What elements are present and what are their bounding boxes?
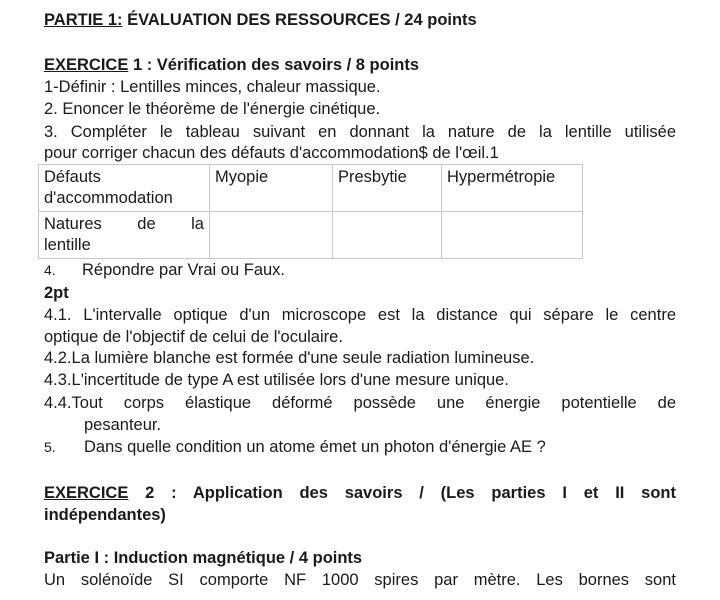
- exercise1-title: 1 : Vérification des savoirs / 8 points: [128, 56, 420, 74]
- table-row-label: [39, 212, 210, 259]
- question-4-2-text: La lumière blanche est formée d'une seule radiation lumineuse.: [71, 349, 535, 367]
- table-empty-cell: [210, 212, 333, 259]
- accommodation-table: [38, 164, 583, 259]
- question-5: [44, 437, 676, 458]
- question-4-text: Répondre par Vrai ou Faux.: [82, 261, 286, 279]
- table-empty-cell: [333, 212, 442, 259]
- exercise1-label: EXERCICE: [44, 56, 129, 74]
- question-4-1-line2: optique de l'objectif de celui de l'oculaire.: [44, 328, 343, 346]
- question-4-4-line2: pesanteur.: [84, 416, 162, 434]
- row-label-word: la: [191, 215, 204, 233]
- part-label: PARTIE 1:: [44, 11, 123, 29]
- exercise1-heading: [44, 55, 676, 76]
- question-4-4: [44, 393, 676, 414]
- question-4-4-number: 4.4.: [44, 394, 72, 412]
- exercise2-text-line1: Un solénoïde SI comporte NF 1000 spires par mètre. Les bornes sont: [44, 571, 676, 589]
- question-3-line2: pour corriger chacun des défauts d'accommodation$ de l'œil.1: [44, 144, 499, 162]
- question-5-text: Dans quelle condition un atome émet un photon d'énergie AE ?: [84, 438, 546, 456]
- table-header-cell: Presbytie: [333, 165, 442, 212]
- question-5-number: 5.: [44, 439, 56, 455]
- table-row: [39, 212, 583, 259]
- question-2: 2. Enoncer le théorème de l'énergie cinétique.: [44, 100, 381, 118]
- part-heading: [44, 10, 676, 31]
- points-label: 2pt: [44, 284, 69, 302]
- row-label-word: de: [137, 215, 156, 233]
- question-4-4-text: Tout corps élastique déformé possède une énergie potentielle de: [71, 394, 676, 412]
- question-4: [44, 260, 676, 281]
- question-4-2: [44, 348, 676, 369]
- partie-I-heading: Partie I : Induction magnétique / 4 points: [44, 549, 363, 567]
- exercise2-heading-line2: indépendantes): [44, 506, 166, 524]
- table-header-cell: Défauts d'accommodation: [39, 165, 210, 212]
- question-4-3-text: L'incertitude de type A est utilisée lors d'une mesure unique.: [71, 371, 509, 389]
- question-1: 1-Définir : Lentilles minces, chaleur massique.: [44, 78, 381, 96]
- exercise2-title: 2 : Application des savoirs / (Les parties I et II sont: [128, 484, 676, 502]
- row-label-word: lentille: [44, 236, 91, 254]
- question-4-number: 4.: [44, 262, 56, 278]
- question-3-line1: 3. Compléter le tableau suivant en donnant la nature de la lentille utilisée: [44, 123, 676, 141]
- question-4-3: [44, 370, 676, 391]
- row-label-word: Natures: [44, 215, 102, 233]
- table-header-cell: Myopie: [210, 165, 333, 212]
- question-4-2-number: 4.2.: [44, 349, 72, 367]
- table-header-cell: Hypermétropie: [442, 165, 583, 212]
- table-header-row: [39, 165, 583, 212]
- question-4-1-line1: 4.1. L'intervalle optique d'un microscope est la distance qui sépare le centre: [44, 306, 676, 324]
- exercise2-heading: [44, 483, 676, 504]
- question-4-3-number: 4.3.: [44, 371, 72, 389]
- table-empty-cell: [442, 212, 583, 259]
- part-title: ÉVALUATION DES RESSOURCES / 24 points: [122, 11, 477, 29]
- exercise2-label: EXERCICE: [44, 484, 129, 502]
